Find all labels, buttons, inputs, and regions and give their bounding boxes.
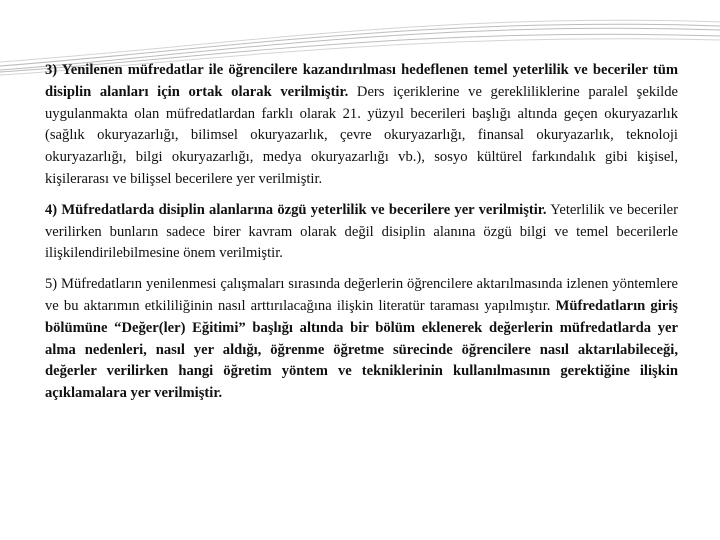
paragraph-3-text: Ders içeriklerine ve gerekliliklerine paralel şekilde uygulanmakta olan müfredatlardan farklı olarak 21. yüzyıl becerileri başlığı altında geçen okuryazarlık (sağlık okuryazarlığı, bilimsel okuryazarlık, çevre okuryazarlığı, finansal okuryazarlık, teknoloji okuryazarlığı, bilgi okuryazarlığı, medya okuryazarlığı vb.), sosyo kültürel farkındalık gibi kişisel, kişilerarası ve bilişsel becerilere yer verilmiştir. [45,83,678,187]
paragraph-4 [45,200,678,265]
paragraph-4-text: Yeterlilik ve beceriler verilirken bunların sadece birer kavram olarak değil disiplin alanına özgü bilgi ve temel becerilerle ilişkilendirilebilmesine önem verilmiştir. [45,201,678,262]
paragraph-4-bold: 4) Müfredatlarda disiplin alanlarına özgü yeterlilik ve becerilere yer verilmiştir. [45,201,547,218]
paragraph-5 [45,274,678,405]
paragraph-5-text: 5) Müfredatların yenilenmesi çalışmaları sırasında değerlerin öğrencilere aktarılmasında izlenen yöntemlere ve bu aktarımın etkililiğinin nasıl arttırılacağına ilişkin literatür taraması yapılmıştır. [45,276,678,314]
paragraph-5-bold: Müfredatların giriş bölümüne “Değer(ler) Eğitimi” başlığı altında bir bölüm eklenerek değerlerin müfredatlarda yer alma nedenleri, nasıl yer aldığı, öğrenme öğretme sürecinde öğrencilere nasıl aktarılabileceği, değerler verilirken hangi öğretim yöntem ve tekniklerinin kullanılmasının gerektiğine ilişkin açıklamalara yer verilmiştir. [45,297,678,402]
paragraph-3 [45,60,678,191]
document-body [45,60,678,405]
paragraph-3-bold: 3) Yenilenen müfredatlar ile öğrencilere kazandırılması hedeflenen temel yeterlilik ve beceriler tüm disiplin alanları için ortak olarak verilmiştir. [45,62,678,100]
